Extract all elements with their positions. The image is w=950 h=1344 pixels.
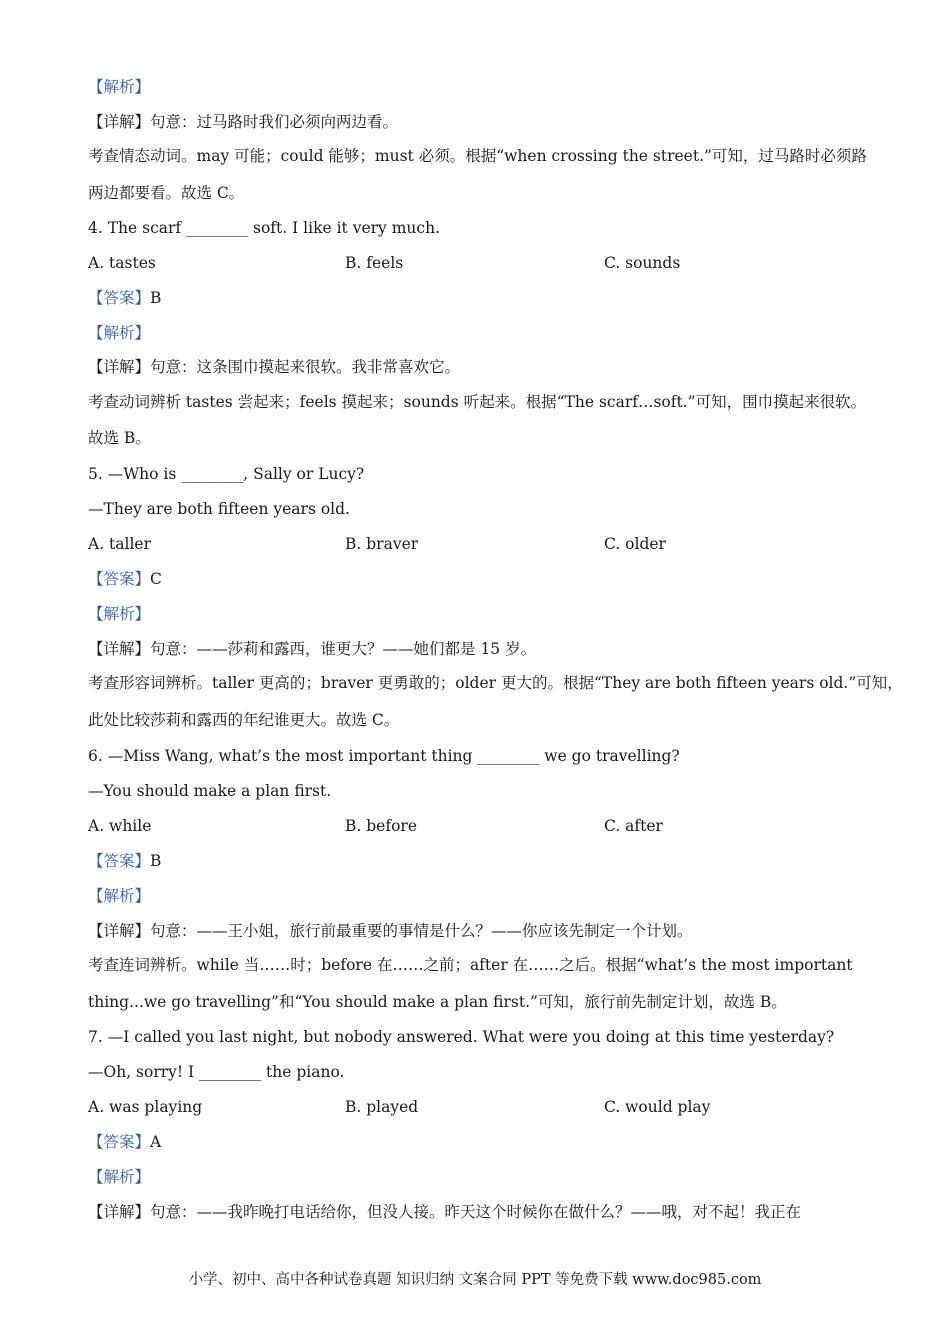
option-a: A. was playing bbox=[88, 1098, 203, 1116]
question-stem: —They are both fifteen years old. bbox=[88, 500, 350, 518]
option-a: A. while bbox=[88, 817, 152, 835]
option-c: C. older bbox=[604, 535, 666, 553]
question-stem: —Oh, sorry! I ________ the piano. bbox=[88, 1063, 345, 1081]
detail-tag: 【详解】 bbox=[88, 1203, 151, 1221]
detail-tag: 【详解】 bbox=[88, 640, 151, 658]
option-b: B. feels bbox=[345, 254, 404, 272]
option-b: B. played bbox=[345, 1098, 419, 1116]
explanation-line: 考查形容词辨析。taller 更高的；braver 更勇敢的；older 更大的。根据“They are both fifteen years old.”可知， bbox=[88, 674, 903, 692]
analysis-label: 【解析】 bbox=[88, 887, 151, 905]
detail-line: 【详解】句意：——我昨晚打电话给你，但没人接。昨天这个时候你在做什么？——哦，对不起！我正在 bbox=[88, 1203, 802, 1221]
detail-line: 【详解】句意：过马路时我们必须向两边看。 bbox=[88, 113, 399, 131]
question-stem: 4. The scarf ________ soft. I like it very much. bbox=[88, 219, 440, 237]
answer-line bbox=[88, 851, 878, 871]
option-c: C. would play bbox=[604, 1098, 711, 1116]
answer-tag: 【答案】 bbox=[88, 289, 151, 307]
detail-line: 【详解】句意：——莎莉和露西，谁更大？——她们都是 15 岁。 bbox=[88, 640, 537, 658]
analysis-label: 【解析】 bbox=[88, 324, 151, 342]
detail-line: 【详解】句意：这条围巾摸起来很软。我非常喜欢它。 bbox=[88, 358, 461, 376]
explanation-line: 两边都要看。故选 C。 bbox=[88, 184, 245, 202]
answer-tag: 【答案】 bbox=[88, 1133, 151, 1151]
analysis-label: 【解析】 bbox=[88, 78, 151, 96]
explanation-line: 考查情态动词。may 可能；could 能够；must 必须。根据“when crossing the street.”可知，过马路时必须路 bbox=[88, 147, 867, 165]
explanation-line: 考查动词辨析 tastes 尝起来；feels 摸起来；sounds 听起来。根据“The scarf…soft.”可知，围巾摸起来很软。 bbox=[88, 393, 867, 411]
answer-line bbox=[88, 1132, 878, 1152]
answer-value: B bbox=[150, 289, 162, 307]
detail-tag: 【详解】 bbox=[88, 113, 151, 131]
answer-tag: 【答案】 bbox=[88, 852, 151, 870]
analysis-label: 【解析】 bbox=[88, 1168, 151, 1186]
detail-line: 【详解】句意：——王小姐，旅行前最重要的事情是什么？——你应该先制定一个计划。 bbox=[88, 922, 693, 940]
explanation-line: 此处比较莎莉和露西的年纪谁更大。故选 C。 bbox=[88, 711, 400, 729]
option-c: C. sounds bbox=[604, 254, 681, 272]
answer-tag: 【答案】 bbox=[88, 570, 151, 588]
explanation-line: 故选 B。 bbox=[88, 429, 151, 447]
question-stem: —You should make a plan first. bbox=[88, 782, 332, 800]
answer-value: B bbox=[150, 852, 162, 870]
explanation-line: 考查连词辨析。while 当……时；before 在……之前；after 在……之后。根据“what’s the most important bbox=[88, 956, 853, 974]
detail-tag: 【详解】 bbox=[88, 922, 151, 940]
question-stem: 6. —Miss Wang, what’s the most important thing ________ we go travelling? bbox=[88, 747, 680, 765]
option-a: A. tastes bbox=[88, 254, 156, 272]
analysis-label: 【解析】 bbox=[88, 605, 151, 623]
answer-value: C bbox=[150, 570, 162, 588]
question-stem: 7. —I called you last night, but nobody answered. What were you doing at this time yesterday? bbox=[88, 1028, 835, 1046]
option-c: C. after bbox=[604, 817, 663, 835]
answer-line bbox=[88, 569, 878, 589]
page-footer: 小学、初中、高中各种试卷真题 知识归纳 文案合同 PPT 等免费下载 www.doc985.com bbox=[188, 1272, 762, 1288]
answer-line bbox=[88, 288, 878, 308]
option-b: B. braver bbox=[345, 535, 419, 553]
answer-value: A bbox=[150, 1133, 162, 1151]
detail-tag: 【详解】 bbox=[88, 358, 151, 376]
option-a: A. taller bbox=[88, 535, 152, 553]
explanation-line: thing...we go travelling”和“You should make a plan first.”可知，旅行前先制定计划，故选 B。 bbox=[88, 993, 787, 1011]
question-stem: 5. —Who is ________, Sally or Lucy? bbox=[88, 465, 365, 483]
option-b: B. before bbox=[345, 817, 417, 835]
